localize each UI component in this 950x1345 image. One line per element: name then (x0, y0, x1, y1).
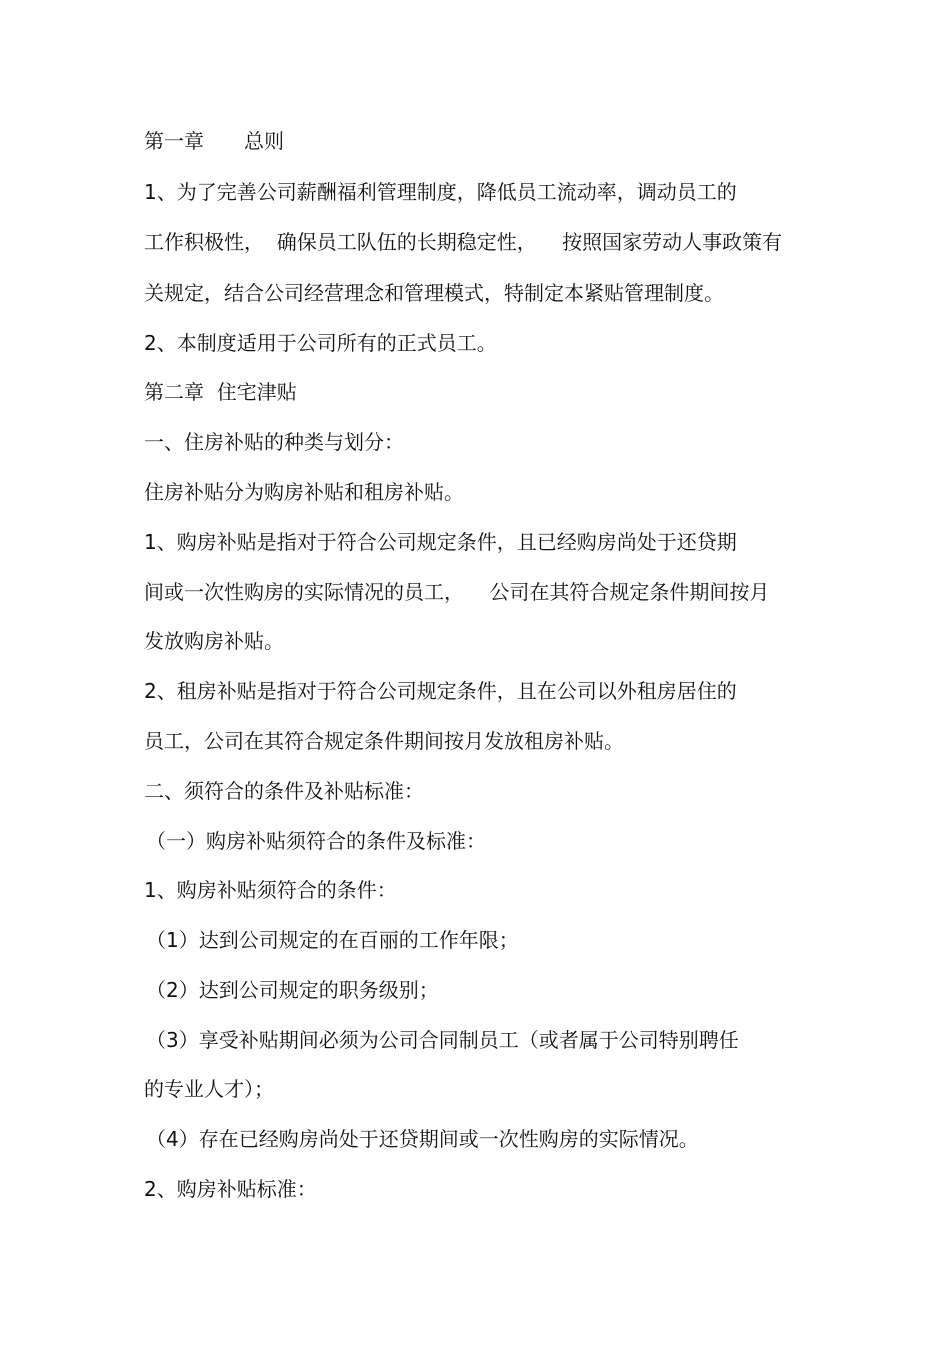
chapter-heading-1: 第一章 总则 (144, 129, 284, 153)
list-item: （1）达到公司规定的在百丽的工作年限； (146, 928, 519, 952)
list-item: （3）享受补贴期间必须为公司合同制员工（或者属于公司特别聘任 (146, 1028, 739, 1052)
paragraph-line: 发放购房补贴。 (144, 629, 284, 653)
paragraph-line: 2、租房补贴是指对于符合公司规定条件，且在公司以外租房居住的 (144, 679, 737, 703)
paragraph-line: 关规定，结合公司经营理念和管理模式，特制定本紧贴管理制度。 (144, 281, 724, 305)
list-item: （4）存在已经购房尚处于还贷期间或一次性购房的实际情况。 (146, 1127, 699, 1151)
paragraph-line: 工作积极性， 确保员工队伍的长期稳定性， 按照国家劳动人事政策有 (144, 230, 783, 254)
paragraph-line: 1、购房补贴须符合的条件： (144, 878, 397, 902)
paragraph-line: 1、购房补贴是指对于符合公司规定条件，且已经购房尚处于还贷期 (144, 530, 737, 554)
paragraph-line: 2、购房补贴标准： (144, 1177, 317, 1201)
chapter-heading-2: 第二章 住宅津贴 (144, 380, 297, 404)
paragraph-line: 间或一次性购房的实际情况的员工， 公司在其符合规定条件期间按月 (144, 580, 770, 604)
list-item: （2）达到公司规定的职务级别； (146, 978, 439, 1002)
paragraph-line: 员工，公司在其符合规定条件期间按月发放租房补贴。 (144, 729, 624, 753)
paragraph-line: 2、本制度适用于公司所有的正式员工。 (144, 331, 497, 355)
subsection-heading: （一）购房补贴须符合的条件及标准： (146, 829, 486, 853)
section-heading: 二、须符合的条件及补贴标准： (144, 779, 424, 803)
section-heading: 一、住房补贴的种类与划分： (144, 430, 404, 454)
paragraph-line: 1、为了完善公司薪酬福利管理制度，降低员工流动率，调动员工的 (144, 180, 737, 204)
paragraph-line: 住房补贴分为购房补贴和租房补贴。 (144, 480, 464, 504)
paragraph-line: 的专业人才）； (144, 1077, 274, 1101)
